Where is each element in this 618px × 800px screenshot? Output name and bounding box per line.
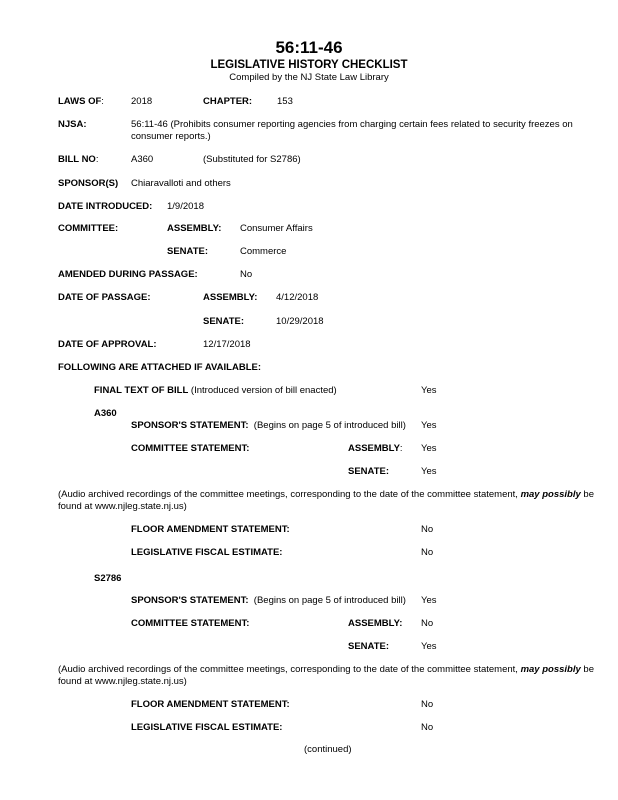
- a360-fiscal-value: No: [421, 547, 434, 558]
- s2786-sponsor-row: [131, 595, 406, 607]
- s2786-fiscal-label: LEGISLATIVE FISCAL ESTIMATE:: [131, 722, 283, 733]
- committee-senate-label: SENATE:: [167, 246, 208, 257]
- a360-assembly-row: [348, 443, 403, 455]
- a360-fiscal-label: LEGISLATIVE FISCAL ESTIMATE:: [131, 547, 283, 558]
- sponsors-value: Chiaravalloti and others: [131, 178, 231, 189]
- s2786-sponsor-note: (Begins on page 5 of introduced bill): [253, 595, 406, 606]
- laws-of-label-row: [58, 96, 104, 108]
- sponsors-label: SPONSOR(S): [58, 178, 119, 189]
- bill-no-value: A360: [131, 154, 154, 165]
- njsa-label: NJSA:: [58, 119, 87, 130]
- s2786-floor-label: FLOOR AMENDMENT STATEMENT:: [131, 699, 290, 710]
- amended-label: AMENDED DURING PASSAGE:: [58, 269, 198, 280]
- page-title: LEGISLATIVE HISTORY CHECKLIST: [210, 59, 408, 71]
- date-introduced-label: DATE INTRODUCED:: [58, 201, 153, 212]
- committee-assembly-label: ASSEMBLY:: [167, 223, 222, 234]
- laws-of-label: LAWS OF: [58, 96, 102, 107]
- s2786-audio-emphasis: may possibly: [520, 664, 581, 675]
- s2786-bill-label: S2786: [94, 573, 122, 584]
- a360-audio-note: [58, 489, 603, 513]
- a360-bill-label: A360: [94, 408, 117, 419]
- chapter-value: 153: [277, 96, 293, 107]
- s2786-fiscal-value: No: [421, 722, 434, 733]
- a360-audio-emphasis: may possibly: [520, 489, 581, 500]
- a360-assembly-value: Yes: [421, 443, 437, 454]
- bill-no-note: (Substituted for S2786): [203, 154, 301, 165]
- s2786-floor-value: No: [421, 699, 434, 710]
- passage-label: DATE OF PASSAGE:: [58, 292, 151, 303]
- amended-value: No: [240, 269, 253, 280]
- a360-sponsor-value: Yes: [421, 420, 437, 431]
- s2786-senate-value: Yes: [421, 641, 437, 652]
- compiled-by: Compiled by the NJ State Law Library: [229, 72, 389, 83]
- s2786-audio-post: be found at www.njleg.state.nj.us): [58, 664, 594, 687]
- a360-sponsor-label: SPONSOR'S STATEMENT:: [131, 420, 249, 431]
- a360-assembly-colon: :: [399, 443, 403, 454]
- s2786-audio-pre: (Audio archived recordings of the committee meetings, corresponding to the date of the committee statement,: [58, 664, 521, 675]
- s2786-sponsor-value: Yes: [421, 595, 437, 606]
- s2786-committee-label: COMMITTEE STATEMENT:: [131, 618, 250, 629]
- bill-no-colon: :: [95, 154, 99, 165]
- a360-senate-value: Yes: [421, 466, 437, 477]
- committee-label: COMMITTEE:: [58, 223, 119, 234]
- final-text-row: [94, 385, 337, 397]
- a360-audio-pre: (Audio archived recordings of the committee meetings, corresponding to the date of the committee statement,: [58, 489, 521, 500]
- statute-number: 56:11-46: [275, 38, 343, 57]
- bill-no-label-row: [58, 154, 98, 166]
- a360-sponsor-row: [131, 420, 406, 432]
- approval-label: DATE OF APPROVAL:: [58, 339, 157, 350]
- a360-audio-post: be found at www.njleg.state.nj.us): [58, 489, 594, 512]
- committee-senate-value: Commerce: [240, 246, 287, 257]
- s2786-audio-note: [58, 664, 603, 688]
- a360-floor-value: No: [421, 524, 434, 535]
- final-text-value: Yes: [421, 385, 437, 396]
- chapter-label: CHAPTER:: [203, 96, 253, 107]
- attached-heading: FOLLOWING ARE ATTACHED IF AVAILABLE:: [58, 362, 261, 373]
- final-text-label: FINAL TEXT OF BILL: [94, 385, 189, 396]
- njsa-value: 56:11-46 (Prohibits consumer reporting agencies from charging certain fees related to security freezes on consumer reports.): [131, 119, 573, 142]
- approval-value: 12/17/2018: [203, 339, 251, 350]
- laws-of-value: 2018: [131, 96, 153, 107]
- a360-assembly-label: ASSEMBLY: [348, 443, 400, 454]
- passage-assembly-label: ASSEMBLY:: [203, 292, 258, 303]
- passage-assembly-value: 4/12/2018: [276, 292, 319, 303]
- final-text-note: (Introduced version of bill enacted): [188, 385, 337, 396]
- continued-footer: (continued): [304, 744, 352, 755]
- committee-assembly-value: Consumer Affairs: [240, 223, 313, 234]
- a360-senate-label: SENATE:: [348, 466, 389, 477]
- a360-sponsor-note: (Begins on page 5 of introduced bill): [253, 420, 406, 431]
- a360-committee-label: COMMITTEE STATEMENT:: [131, 443, 250, 454]
- passage-senate-label: SENATE:: [203, 316, 244, 327]
- s2786-assembly-value: No: [421, 618, 434, 629]
- s2786-sponsor-label: SPONSOR'S STATEMENT:: [131, 595, 249, 606]
- s2786-senate-label: SENATE:: [348, 641, 389, 652]
- passage-senate-value: 10/29/2018: [276, 316, 324, 327]
- s2786-assembly-label: ASSEMBLY:: [348, 618, 403, 629]
- a360-floor-label: FLOOR AMENDMENT STATEMENT:: [131, 524, 290, 535]
- date-introduced-value: 1/9/2018: [167, 201, 204, 212]
- laws-of-colon: :: [101, 96, 104, 107]
- bill-no-label: BILL NO: [58, 154, 96, 165]
